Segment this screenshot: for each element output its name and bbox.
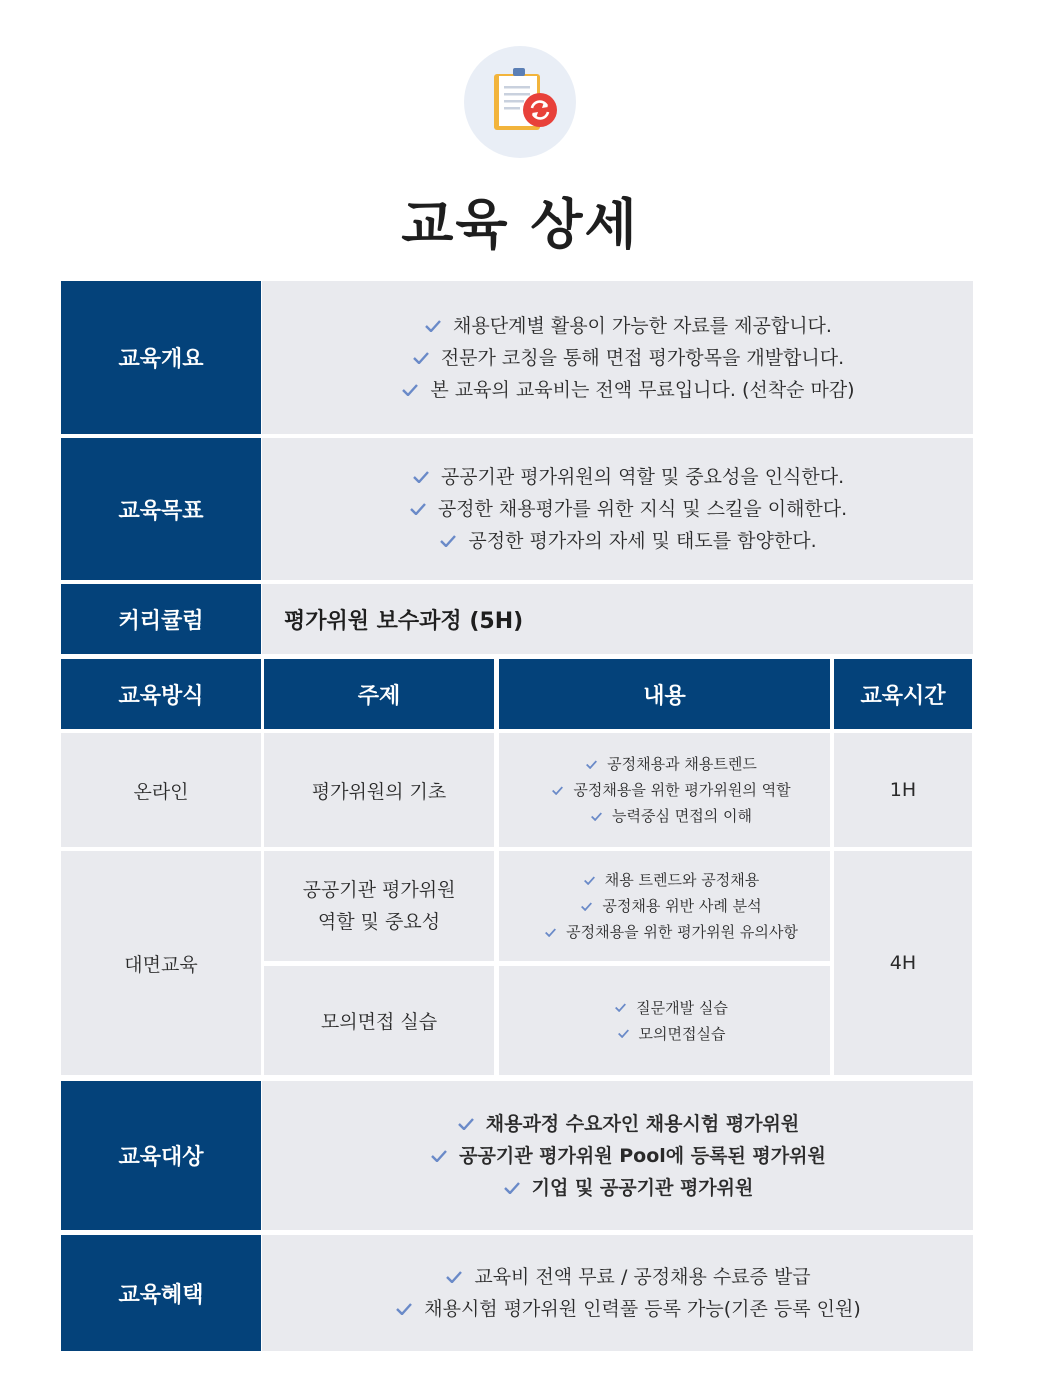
page-title: 교육 상세 xyxy=(401,193,639,256)
list-item: 공정한 평가자의 자세 및 태도를 함양한다. xyxy=(440,525,816,557)
benefits-label: 교육혜택 xyxy=(61,1235,261,1351)
benefits-list xyxy=(262,1235,973,1351)
topic-line: 공공기관 평가위원 xyxy=(302,879,456,901)
list-item: 능력중심 면접의 이해 xyxy=(591,803,752,829)
offline-topic-2: 모의면접 실습 xyxy=(264,966,494,1075)
check-icon xyxy=(425,320,441,332)
check-icon xyxy=(618,1029,629,1038)
th-content: 내용 xyxy=(499,659,830,729)
check-icon xyxy=(440,535,456,547)
check-icon xyxy=(402,384,418,396)
check-icon xyxy=(413,352,429,364)
online-method: 온라인 xyxy=(61,733,261,847)
online-contents xyxy=(499,733,830,847)
offline-method: 대면교육 xyxy=(61,851,261,1075)
check-icon xyxy=(591,812,602,821)
check-icon xyxy=(410,503,426,515)
list-item: 채용단계별 활용이 가능한 자료를 제공합니다. xyxy=(425,310,832,342)
goals-label: 교육목표 xyxy=(61,438,261,580)
goals-list xyxy=(262,438,973,580)
clipboard-refresh-icon xyxy=(464,46,576,158)
topic-line: 역할 및 중요성 xyxy=(317,911,441,933)
list-item: 모의면접실습 xyxy=(618,1021,726,1047)
th-time: 교육시간 xyxy=(834,659,972,729)
list-item: 질문개발 실습 xyxy=(615,995,728,1021)
check-icon xyxy=(413,471,429,483)
check-icon xyxy=(504,1182,520,1194)
list-item: 기업 및 공공기관 평가위원 xyxy=(504,1172,754,1204)
list-item: 채용과정 수요자인 채용시험 평가위원 xyxy=(458,1108,800,1140)
curriculum-cell xyxy=(262,584,973,654)
check-icon xyxy=(584,876,595,885)
target-list xyxy=(262,1081,973,1230)
th-topic: 주제 xyxy=(264,659,494,729)
overview-list xyxy=(262,281,973,434)
list-item: 전문가 코칭을 통해 면접 평가항목을 개발합니다. xyxy=(413,342,844,374)
check-icon xyxy=(581,902,592,911)
overview-label: 교육개요 xyxy=(61,281,261,434)
check-icon xyxy=(458,1118,474,1130)
list-item: 공정채용 위반 사례 분석 xyxy=(581,893,761,919)
check-icon xyxy=(431,1150,447,1162)
list-item: 공정채용을 위한 평가위원의 역할 xyxy=(552,777,790,803)
offline-contents-2 xyxy=(499,966,830,1075)
list-item: 공공기관 평가위원 Pool에 등록된 평가위원 xyxy=(431,1140,826,1172)
check-icon xyxy=(586,760,597,769)
check-icon xyxy=(615,1003,626,1012)
th-method: 교육방식 xyxy=(61,659,261,729)
list-item: 채용시험 평가위원 인력풀 등록 가능(기존 등록 인원) xyxy=(396,1293,861,1325)
list-item: 공공기관 평가위원의 역할 및 중요성을 인식한다. xyxy=(413,461,844,493)
offline-time: 4H xyxy=(834,851,972,1075)
check-icon xyxy=(396,1303,412,1315)
list-item: 공정채용과 채용트렌드 xyxy=(586,751,757,777)
list-item: 교육비 전액 무료 / 공정채용 수료증 발급 xyxy=(446,1261,810,1293)
online-topic: 평가위원의 기초 xyxy=(264,733,494,847)
curriculum-label: 커리큘럼 xyxy=(61,584,261,654)
check-icon xyxy=(446,1271,462,1283)
target-label: 교육대상 xyxy=(61,1081,261,1230)
list-item: 본 교육의 교육비는 전액 무료입니다. (선착순 마감) xyxy=(402,374,854,406)
offline-contents-1 xyxy=(499,851,830,961)
curriculum-value: 평가위원 보수과정 (5H) xyxy=(284,608,524,634)
online-time: 1H xyxy=(834,733,972,847)
check-icon xyxy=(552,786,563,795)
check-icon xyxy=(545,928,556,937)
list-item: 공정한 채용평가를 위한 지식 및 스킬을 이해한다. xyxy=(410,493,847,525)
offline-topic-1 xyxy=(264,851,494,961)
list-item: 채용 트렌드와 공정채용 xyxy=(584,867,759,893)
list-item: 공정채용을 위한 평가위원 유의사항 xyxy=(545,919,798,945)
